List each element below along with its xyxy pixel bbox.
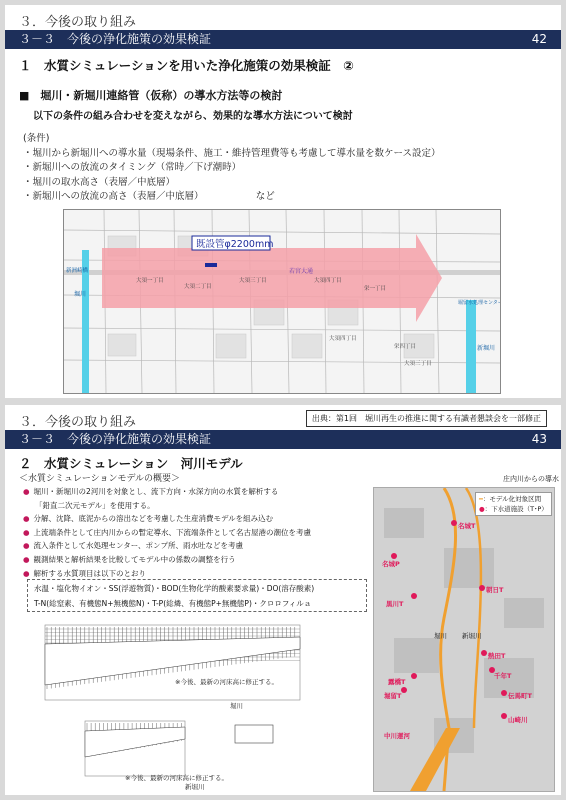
shinhorikawa-profile-svg <box>65 717 305 792</box>
condition-item: ・堀川から新堀川への導水量（現場条件、施工・維持管理費等も考慮して導水量を数ケース設定） <box>23 147 441 159</box>
plant-marker <box>501 713 507 719</box>
bullet-mark: ● <box>23 568 30 578</box>
lead-text: 以下の条件の組み合わせを変えながら、効果的な導水方法について検討 <box>33 111 353 122</box>
town-label: 大須三丁目 <box>239 278 267 284</box>
town-label: 大須四丁目 <box>314 278 342 284</box>
legend-route: ━：モデル化対象区間 <box>479 495 542 503</box>
bullet-item: ● 上流端条件として庄内川からの暫定導水、下流端条件として名古屋港の潮位を考慮 <box>23 527 312 537</box>
street-map-svg <box>64 210 500 393</box>
river-model-map-svg <box>374 488 554 791</box>
bullet-mark: ● <box>23 541 30 551</box>
condition-item: ・堀川の取水高さ（表層／中底層） <box>23 176 176 188</box>
plant-marker <box>411 673 417 679</box>
map-label: 露橋T <box>388 678 406 686</box>
chart-caption: ※今後、最新の河床高に修正する。 <box>125 774 228 782</box>
map-legend <box>475 492 552 516</box>
horikawa-profile-svg <box>25 619 305 714</box>
map-label: 新堀川 <box>462 632 482 640</box>
map-label: 名城P <box>382 560 400 568</box>
map-label: 山崎川 <box>508 716 528 724</box>
horikawa-profile-chart <box>25 619 305 714</box>
plant-marker <box>481 650 487 656</box>
shinhorikawa-profile-chart <box>65 717 305 792</box>
street-map <box>63 209 501 394</box>
map-label: 伝馬町T <box>508 692 532 700</box>
town-label: 栄一丁目 <box>364 286 387 292</box>
chart-river-name: 新堀川 <box>185 783 205 791</box>
conditions-list <box>23 132 441 205</box>
slide-heading: ２ 水質シミュレーション 河川モデル <box>19 456 243 471</box>
plant-marker <box>391 553 397 559</box>
page-number: 43 <box>531 432 547 446</box>
town-label: 栄四丁目 <box>394 344 417 350</box>
title-band <box>5 30 561 49</box>
map-label: 堀川 <box>434 632 447 640</box>
riverbed-profile <box>85 727 185 757</box>
river-right-label: 新堀川 <box>477 345 496 352</box>
plant-marker <box>451 520 457 526</box>
title-band <box>5 430 561 449</box>
town-label: 大須一丁目 <box>136 278 164 284</box>
map-label: 千年T <box>494 672 512 680</box>
slide-43 <box>5 405 561 795</box>
plant-marker <box>501 690 507 696</box>
band-title: ３－３ 今後の浄化施策の効果検証 <box>19 432 212 446</box>
bullet-mark: ● <box>23 487 30 496</box>
grid-cell-diagram <box>235 725 273 743</box>
band-title: ３－３ 今後の浄化施策の効果検証 <box>19 32 212 46</box>
model-overview-label: ＜水質シミュレーションモデルの概要＞ <box>19 474 181 484</box>
river-shinhorikawa <box>466 300 476 393</box>
section-kicker: ３．今後の取り組み <box>19 415 137 430</box>
road-label: 若宮大通 <box>289 268 314 275</box>
bullet-mark: ● <box>23 554 30 564</box>
condition-item: ・新堀川への放流のタイミング（常時／下げ潮時） <box>23 162 242 173</box>
bullet-item: 「鉛直二次元モデル」を使用する。 <box>35 500 155 510</box>
page-number: 42 <box>531 32 547 46</box>
conditions-title: (条件) <box>23 133 50 144</box>
inflow-label: 庄内川からの導水 <box>503 475 559 483</box>
slide-heading: １ 水質シミュレーションを用いた浄化施策の効果検証 ② <box>19 58 354 73</box>
bullet-list <box>23 485 368 580</box>
bullet-mark: ● <box>23 514 30 524</box>
wq-line: T-N(総窒素、有機態N+無機態N)・T-P(総燐、有機態P+無機態P)・クロロフィルａ <box>34 599 312 608</box>
town-label: 大須三丁目 <box>404 361 432 367</box>
plant-marker <box>411 593 417 599</box>
map-label: 堀留T <box>384 692 402 700</box>
bullet-item: ● 解析する水質項目は以下のとおり <box>23 568 147 578</box>
bullet-item: ● 堀川・新堀川の2河川を対象とし、流下方向・水深方向の水質を解析する <box>23 487 279 496</box>
map-label: 朝日T <box>486 586 504 594</box>
section-kicker: ３．今後の取り組み <box>19 15 137 30</box>
bullet-item: ● 観測結果と解析結果を比較してモデル中の係数の調整を行う <box>23 554 236 564</box>
chart-river-name: 堀川 <box>230 702 243 710</box>
right-place-label: 堀留水処理センター <box>458 300 500 306</box>
water-quality-items-box <box>27 579 367 612</box>
legend-plant: ●：下水道施設（T･P） <box>479 505 548 513</box>
town-label: 大須二丁目 <box>184 284 212 290</box>
bullet-mark: ● <box>23 527 30 537</box>
pipe-marker <box>205 263 217 267</box>
slide-42 <box>5 5 561 398</box>
pipe-label: 既設管φ2200mm <box>196 239 274 250</box>
condition-item: ・新堀川への放流の高さ（表層／中底層） など <box>23 191 275 202</box>
bullet-item: ● 分解、沈降、底泥からの溶出などを考慮した生産消費モデルを組み込む <box>23 514 274 524</box>
map-label: 熱田T <box>488 652 506 660</box>
river-left-label: 堀川 <box>74 291 87 298</box>
chart-caption: ※今後、最新の河床高に修正する。 <box>175 678 278 686</box>
bullet-item: ● 流入条件として水処理センター、ポンプ所、雨水吐などを考慮 <box>23 541 243 551</box>
sub-heading: ■ 堀川・新堀川連絡管（仮称）の導水方法等の検討 <box>19 89 283 102</box>
map-label: 名城T <box>458 522 476 530</box>
town-label: 大須四丁目 <box>329 336 357 342</box>
plant-marker <box>479 585 485 591</box>
map-label: 中川運河 <box>384 732 410 740</box>
source-note: 出典：第1回 堀川再生の推進に関する有識者懇談会を一部修正 <box>306 410 547 427</box>
river-model-map <box>373 487 555 792</box>
plant-marker <box>401 687 407 693</box>
wq-line: 水温・塩化物イオン・SS(浮遊物質)・BOD(生物化学的酸素要求量)・DO(溶存酸素) <box>34 584 315 593</box>
left-place-label: 新洲崎橋 <box>66 268 89 274</box>
map-label: 黒川T <box>386 600 404 608</box>
